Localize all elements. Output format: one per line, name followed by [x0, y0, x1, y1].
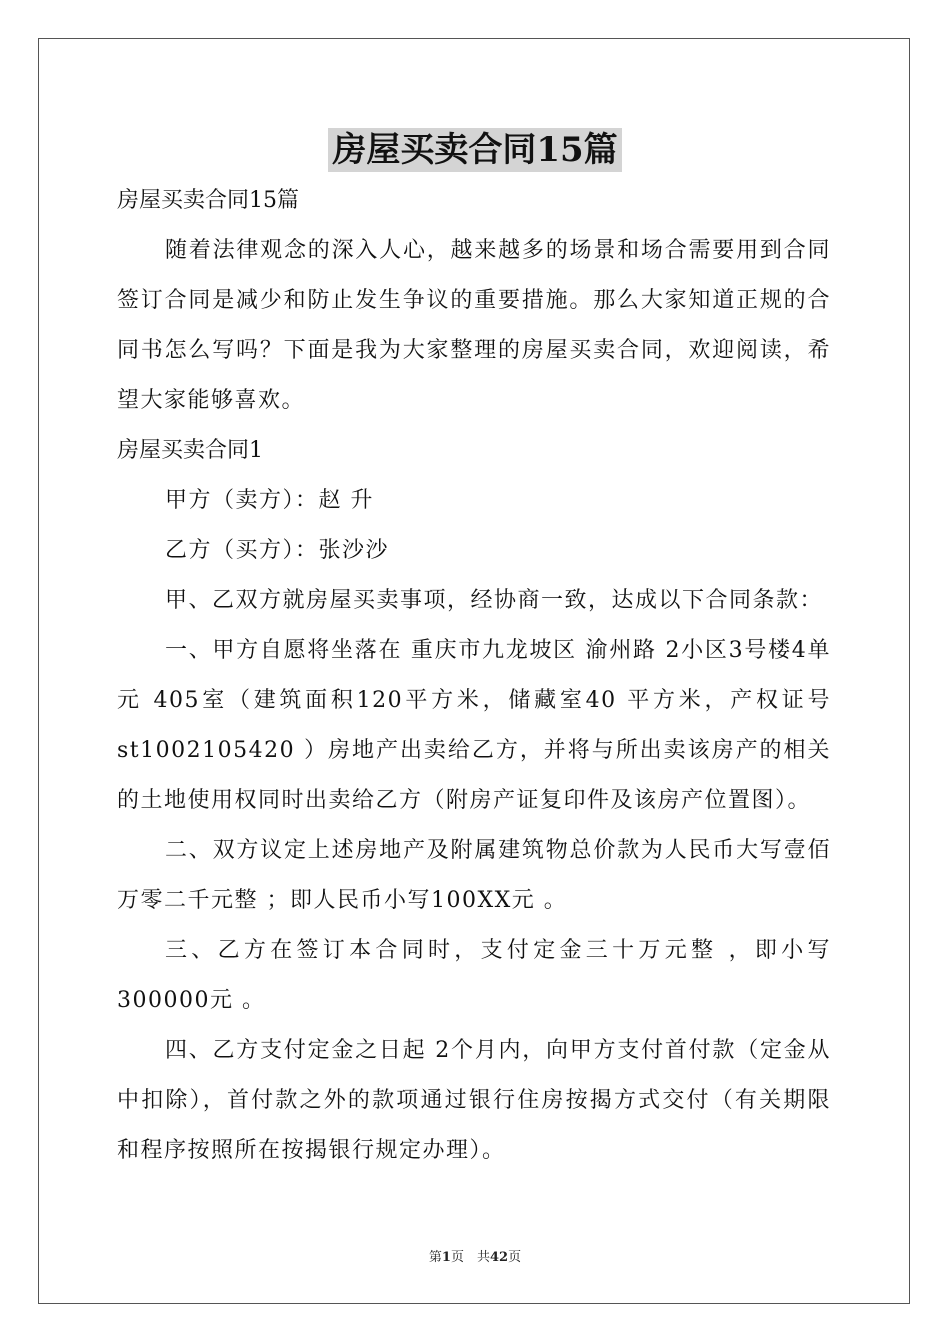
clause-2: 二、双方议定上述房地产及附属建筑物总价款为人民币大写壹佰万零二千元整 ；即人民币小写100XX元 。	[117, 838, 831, 913]
document-title	[0, 128, 950, 172]
document-body	[117, 176, 831, 1176]
clause-4: 四、乙方支付定金之日起 2个月内，向甲方支付首付款（定金从中扣除），首付款之外的款项通过银行住房按揭方式交付（有关期限和程序按照所在按揭银行规定办理）。	[117, 1038, 831, 1163]
page-total: 42	[489, 1250, 509, 1265]
subtitle: 房屋买卖合同15篇	[117, 188, 299, 213]
document-title-text: 房屋买卖合同15篇	[328, 128, 621, 172]
agreement-line: 甲、乙双方就房屋买卖事项，经协商一致，达成以下合同条款：	[165, 588, 824, 613]
clause-1: 一、甲方自愿将坐落在 重庆市九龙坡区 渝州路 2小区3号楼4单元 405室（建筑面积120平方米，储藏室40 平方米，产权证号st1002105420 ）房地产出卖给乙方，并将与所出卖该房产的相关的土地使用权同时出卖给乙方（附房产证复印件及该房产位置图）。	[117, 638, 831, 813]
page-prefix: 第	[428, 1250, 442, 1265]
page-suffix: 页	[508, 1250, 522, 1265]
page-current: 1	[441, 1250, 451, 1265]
party-a: 甲方（卖方）：赵 升	[165, 488, 374, 513]
page-footer	[0, 1246, 950, 1265]
page-mid: 页 共	[450, 1250, 490, 1265]
section-heading: 房屋买卖合同1	[117, 438, 263, 463]
clause-3: 三、乙方在签订本合同时，支付定金三十万元整 ，即小写300000元 。	[117, 938, 831, 1013]
intro-paragraph: 随着法律观念的深入人心，越来越多的场景和场合需要用到合同签订合同是减少和防止发生争议的重要措施。那么大家知道正规的合同书怎么写吗？下面是我为大家整理的房屋买卖合同，欢迎阅读，希望大家能够喜欢。	[117, 238, 831, 413]
party-b: 乙方（买方）：张沙沙	[165, 538, 390, 563]
